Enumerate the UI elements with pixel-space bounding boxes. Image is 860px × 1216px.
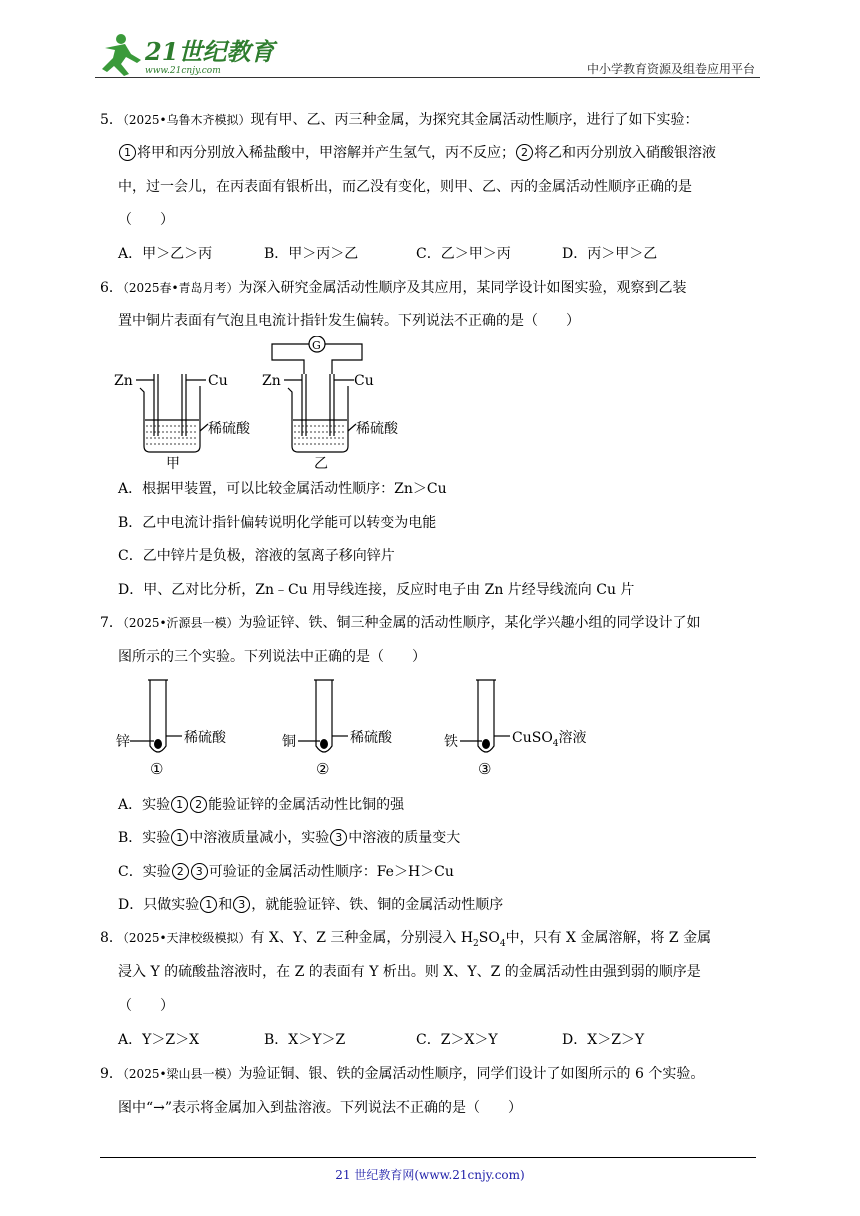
circled-2: 2 (516, 144, 533, 161)
tube3-number: ③ (478, 760, 492, 778)
galvanometer-label: G (312, 339, 321, 352)
platform-name: 中小学教育资源及组卷应用平台 (586, 62, 755, 76)
q5-option-d: D．丙＞甲＞乙 (562, 246, 658, 262)
q6-option-c: C．乙中锌片是负极，溶液的氢离子移向锌片 (118, 548, 395, 564)
q6-line1 (100, 277, 687, 297)
q5-option-b: B．甲＞丙＞乙 (264, 246, 359, 262)
q7-figure (112, 674, 592, 784)
q7-option-d: D．只做实验 1 和 3 ，就能验证锌、铁、铜的金属活动性顺序 (118, 897, 504, 913)
copper-label: 铜 (282, 734, 296, 750)
q7-option-c: C．实验 2 3 可验证的金属活动性顺序：Fe＞H＞Cu (118, 864, 454, 880)
tube1-number: ① (150, 760, 164, 778)
footer-divider (100, 1157, 756, 1158)
zinc-label: 锌 (116, 734, 130, 750)
q5-text-1: 现有甲、乙、丙三种金属，为探究其金属活动性顺序，进行了如下实验： (250, 112, 699, 128)
tube1-acid-label: 稀硫酸 (184, 730, 226, 746)
q5-number: 5． (100, 112, 123, 128)
q9-line2: 图中“→”表示将金属加入到盐溶液。下列说法不正确的是（ ） (118, 1100, 523, 1116)
yi-zn-label: Zn (262, 373, 281, 389)
yi-cu-label: Cu (354, 373, 374, 389)
q6-option-d: D．甲、乙对比分析，Zn﹣Cu 用导线连接，反应时电子由 Zn 片经导线流向 Cu 片 (118, 582, 635, 598)
q8-option-d: D．X＞Z＞Y (562, 1032, 645, 1048)
q5-text-2b: 将乙和丙分别放入硝酸银溶液 (534, 145, 716, 161)
q9-number: 9． (100, 1066, 123, 1082)
page-header (95, 30, 755, 78)
site-logo (95, 30, 295, 78)
q6-number: 6． (100, 280, 123, 296)
q5-line4: （ ） (118, 212, 174, 228)
tube2-acid-label: 稀硫酸 (350, 730, 392, 746)
header-divider (95, 77, 760, 78)
q9-text-1: 为验证铜、银、铁的金属活动性顺序，同学们设计了如图所示的 6 个实验。 (238, 1066, 705, 1082)
q6-option-a: A．根据甲装置，可以比较金属活动性顺序：Zn＞Cu (118, 481, 447, 497)
yi-label: 乙 (314, 456, 328, 472)
q7-line2: 图所示的三个实验。下列说法中正确的是（ ） (118, 649, 426, 665)
q7-line1 (100, 612, 701, 632)
q8-source: （2025•天津校级模拟） (122, 931, 251, 945)
logo-url: www.21cnjy.com (145, 66, 221, 76)
beaker-yi (272, 344, 362, 452)
q6-option-b: B．乙中电流计指针偏转说明化学能可以转变为电能 (118, 515, 437, 531)
logo-text: 21世纪教育 (145, 37, 275, 66)
q7-number: 7． (100, 615, 123, 631)
q6-line2: 置中铜片表面有气泡且电流计指针发生偏转。下列说法不正确的是（ ） (118, 313, 580, 329)
jia-label: 甲 (166, 456, 180, 472)
q7-text-1: 为验证锌、铁、铜三种金属的活动性顺序，某化学兴趣小组的同学设计了如 (238, 615, 701, 631)
q6-source: （2025春•青岛月考） (122, 281, 239, 295)
cuso4-label: CuSO$_4$溶液 (512, 730, 587, 749)
q8-option-c: C．Z＞X＞Y (416, 1032, 498, 1048)
tube2-number: ② (316, 760, 330, 778)
footer-text: 21 世纪教育网(www.21cnjy.com) (335, 1168, 525, 1182)
q8-line1: 8．（2025•天津校级模拟）有 X、Y、Z 三种金属，分别浸入 $H_2SO_4$中，只有 X 金属溶解，将 Z 金属 (100, 930, 712, 949)
q7-option-a: A．实验 1 2 能验证锌的金属活动性比铜的强 (118, 797, 405, 813)
q7-option-b: B．实验 1 中溶液质量减小，实验 3 中溶液的质量变大 (118, 830, 461, 846)
q5-option-a: A．甲＞乙＞丙 (118, 246, 213, 262)
q6-text-1: 为深入研究金属活动性顺序及其应用，某同学设计如图实验，观察到乙装 (238, 280, 687, 296)
jia-acid-label: 稀硫酸 (208, 421, 250, 437)
q8-option-a: A．Y＞Z＞X (118, 1032, 200, 1048)
q8-option-b: B．X＞Y＞Z (264, 1032, 346, 1048)
q5-option-c: C．乙＞甲＞丙 (416, 246, 511, 262)
q5-text-2a: 将甲和丙分别放入稀盐酸中，甲溶解并产生氢气，丙不反应； (137, 145, 515, 161)
q5-line3: 中，过一会儿，在丙表面有银析出，而乙没有变化，则甲、乙、丙的金属活动性顺序正确的是 (118, 179, 692, 195)
iron-label: 铁 (444, 734, 458, 750)
yi-acid-label: 稀硫酸 (356, 421, 398, 437)
q9-source: （2025•梁山县一模） (122, 1067, 239, 1081)
q6-figure (112, 336, 412, 472)
q8-number: 8． (100, 930, 123, 946)
beaker-jia (136, 374, 208, 452)
jia-zn-label: Zn (114, 373, 133, 389)
q8-line3: （ ） (118, 998, 174, 1014)
q5-line2 (118, 142, 716, 162)
jia-cu-label: Cu (208, 373, 228, 389)
q8-line2: 浸入 Y 的硫酸盐溶液时，在 Z 的表面有 Y 析出。则 X、Y、Z 的金属活动性由强到弱的顺序是 (118, 964, 701, 980)
q9-line1 (100, 1063, 704, 1083)
q5-line1 (100, 109, 699, 129)
circled-1: 1 (119, 144, 136, 161)
q5-source: （2025•乌鲁木齐模拟） (122, 113, 251, 127)
q7-source: （2025•沂源县一模） (122, 616, 239, 630)
